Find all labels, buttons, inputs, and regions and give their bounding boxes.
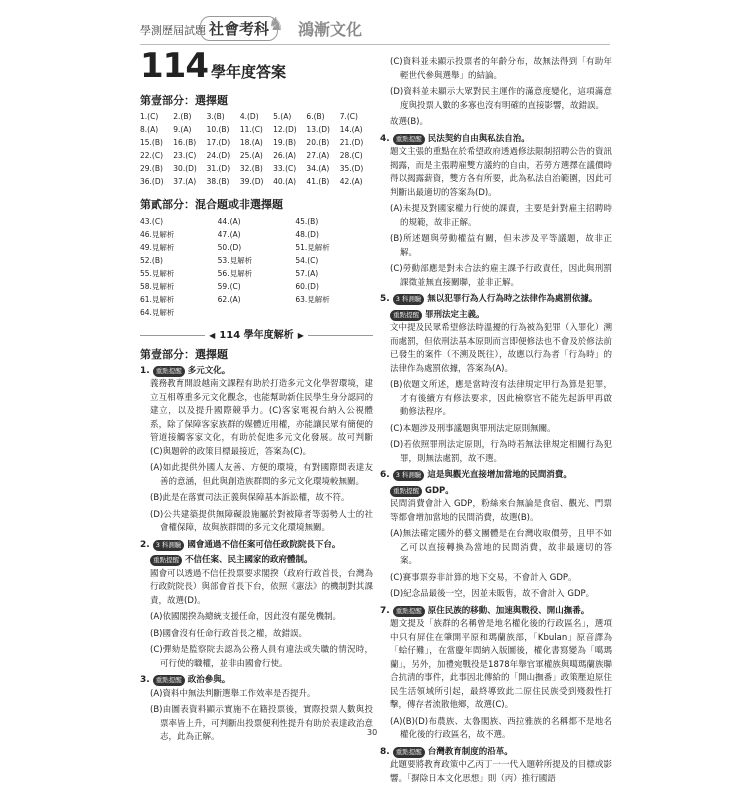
- answer-item: 12.(D): [273, 125, 297, 134]
- answer-item: 46.見解析: [140, 229, 175, 239]
- analysis-banner: [140, 329, 373, 343]
- option-explanation: (A)資料中無法判斷選舉工作效率是否提升。: [150, 688, 316, 699]
- answer-item: 10.(B): [206, 125, 230, 134]
- answer-item: 11.(C): [239, 125, 263, 134]
- answer-item: 22.(C): [140, 151, 164, 160]
- triangle-left-icon: ◀: [209, 330, 216, 340]
- question-head: [380, 469, 612, 483]
- right-column: [380, 56, 612, 789]
- tag-badge: 3 科測驗: [153, 540, 185, 551]
- answer-item: 26.(A): [273, 151, 297, 160]
- tag-text: 原住民族的移動、加速與戰役、開山撫番。: [427, 605, 590, 616]
- answer-item: 62.(A): [217, 294, 241, 304]
- question-number: 3.: [140, 675, 150, 685]
- question-head: [380, 133, 612, 147]
- answer-item: 17.(D): [206, 138, 231, 147]
- question-number: 6.: [380, 470, 390, 480]
- option-explanation: (D)資料並未顯示大眾對民主運作的滿意度變化，這項滿意度與投票人數的多寡也沒有明確的直接影響，故錯誤。: [390, 87, 612, 111]
- option-explanation: (B)此是在落實司法正義與保障基本訴訟權，故不符。: [150, 493, 350, 503]
- header-divider: [140, 44, 610, 45]
- tag-text: 台灣教育制度的沿革。: [427, 746, 513, 757]
- answer-item: 64.見解析: [140, 307, 175, 317]
- answer-item: 31.(D): [206, 164, 231, 173]
- tag-badge: 重點提醒: [153, 366, 185, 377]
- explanation-text: 故選(B)。: [390, 117, 428, 127]
- answer-item: 33.(C): [273, 164, 297, 173]
- question-head: [380, 746, 612, 760]
- question-number: 5.: [380, 294, 390, 304]
- answer-item: 3.(B): [206, 112, 225, 121]
- answer-item: 30.(D): [173, 164, 197, 173]
- option-explanation: (D)公共建築提供無障礙設施屬於對被障者等弱勢人士的社會權保障，故與族群間的多元文化環境無關。: [150, 509, 373, 533]
- answer-item: 43.(C): [140, 216, 164, 226]
- option-explanation: (C)勞動部應是對未合法約雇主課予行政責任，因此與刑罰課徵並無直接關聯，並非正解。: [390, 264, 612, 288]
- question-head: [140, 554, 373, 568]
- question-number: 2.: [140, 539, 150, 550]
- answer-item: 1.(C): [140, 112, 159, 121]
- section-1b-title: 第壹部分：選擇題: [140, 348, 228, 361]
- answer-item: 5.(A): [273, 112, 292, 121]
- answer-item: 9.(A): [173, 125, 192, 134]
- answer-item: 47.(A): [217, 229, 241, 239]
- answer-item: 4.(D): [239, 112, 259, 121]
- tag-badge: 3 科測驗: [393, 294, 425, 305]
- answer-item: 41.(B): [306, 177, 330, 186]
- option-explanation: (C)賽事票券非計算的地下交易，不會計入 GDP。: [390, 572, 577, 583]
- question-number: 7.: [380, 605, 390, 616]
- answer-item: 63.見解析: [295, 294, 330, 304]
- tag-text: 不信任案、民主國家的政府體制。: [185, 555, 313, 565]
- answer-item: 58.見解析: [140, 281, 175, 291]
- answer-item: 51.見解析: [295, 242, 330, 252]
- brand-name: 鴻漸文化: [298, 20, 363, 39]
- option-explanation: (C)本題涉及刑事議題與罪刑法定原則無關。: [390, 423, 556, 434]
- answer-item: 19.(B): [273, 138, 297, 147]
- tag-text: 罪刑法定主義。: [425, 309, 485, 320]
- explanation-text: 文中提及民眾希望修法時溫擾的行為被為犯罪（入罪化）溯而處罰，但依刑法基本原則而言即便修法也不會及於修法前已發生的案件（不溯及既往），故應以行為者「行為時」的法律作為處罰依據，答案為(A)。: [390, 323, 612, 374]
- page-number: 30: [367, 728, 378, 737]
- answer-item: 13.(D): [306, 125, 330, 134]
- question-head: [380, 293, 612, 307]
- answer-item: 24.(D): [206, 151, 231, 160]
- answer-item: 29.(B): [140, 164, 163, 173]
- answer-item: 8.(A): [140, 125, 159, 134]
- question-head: [140, 539, 373, 553]
- explanation-text: 義務教育開設越南文課程有助於打造多元文化學習環境，建立互相尊重多元文化觀念，也能幫助新住民學生身分認同的建立，以及提升國際競爭力。(C)客家電視台納入公視體系，除了保障客家族群的媒體近用權，亦能讓民眾有簡便的管道接觸客家文化，有助於促進多元文化發展。故可判斷(C)與題幹的政策目標最接近，答案為(C)。: [150, 379, 373, 457]
- option-explanation: (A)如此提供外國人友善、方便的環境，有對國際間表達友善的意涵，但此與創造族群間的多元文化環境較無關。: [150, 463, 373, 487]
- tag-text: 政治參與。: [187, 675, 231, 685]
- answer-item: 25.(A): [239, 151, 263, 160]
- answer-item: 15.(B): [140, 138, 163, 147]
- brand-logo-icon: ♞: [268, 14, 285, 35]
- tag-badge: 重點提醒: [390, 486, 422, 497]
- tag-text: 這是與觀光直接增加當地的民間消費。: [427, 470, 572, 480]
- explanation-text: 題文提及「族群的名稱曾是地名權化後的行政區名」，選項中只有屏住在肇開平原和瑪蘭族部，「Kbulan」原音譯為「蛤仔難」，在當慶年間納入版圖後，權化書寫變為「噶瑪蘭」，另外，加禮宛戰役是1878年舉官軍權族與噶瑪蘭族聯合抗清的事件，此事因北傳給的「開山撫番」政策壓迫原住民生活領域所引起，最終導致此二原住民族受到殘殺性打擊，傳存者流散他鄉，故選(C)。: [390, 619, 612, 710]
- tag-badge: 重點提醒: [153, 675, 185, 686]
- section-2-title: 第貳部分：混合題或非選擇題: [140, 198, 283, 211]
- question-number: 8.: [380, 746, 390, 757]
- answer-item: 55.見解析: [140, 268, 175, 278]
- answer-item: 36.(D): [140, 177, 164, 186]
- tag-text: GDP。: [425, 485, 454, 496]
- option-explanation: (C)彈劾是監察院去認為公務人員有違法或失職的情況時，可行使的職權，並非由國會行使。: [150, 645, 373, 669]
- answer-item: 27.(A): [306, 151, 330, 160]
- tag-badge: 重點提醒: [390, 310, 422, 321]
- tag-text: 國會通過不信任案可信任政院院長下台。: [187, 539, 341, 550]
- page-header: [0, 0, 750, 50]
- option-explanation: (C)資料並未顯示投票者的年齡分布，故無法得到「有助年輕世代參與選舉」的結論。: [390, 57, 612, 81]
- tag-badge: 重點提醒: [393, 606, 425, 617]
- answer-item: 42.(A): [339, 177, 363, 186]
- option-explanation: (B)由圖表資料顯示實施不在籍投票後，實際投票人數與投票率皆上升，可判斷出投票便利性提升有助於表達政治意志，此為正解。: [150, 705, 373, 742]
- question-head: [380, 485, 612, 499]
- page-title: [140, 46, 373, 86]
- banner-line-right: [308, 335, 373, 336]
- answer-item: 7.(C): [339, 112, 358, 121]
- option-explanation: (B)國會沒有任命行政首長之權，故錯誤。: [150, 628, 307, 639]
- explanation-text: 題文主張的重點在於希望政府透過修法限制招聘公告的資訊揭露，而是主張聘雇雙方議約的自由，若勞方選擇在議價時得以揭露薪資，雙方各有所要，此為私法自治範圍，因此可判斷出最適切的答案為(D)。: [390, 147, 612, 198]
- answer-item: 48.(D): [295, 229, 319, 239]
- answer-item: 40.(A): [273, 177, 297, 186]
- question-number: 4.: [380, 133, 390, 144]
- banner-text: 114 學年度解析: [219, 329, 294, 341]
- question-head: [380, 309, 612, 323]
- answer-item: 6.(B): [306, 112, 325, 121]
- answer-grid-part1: [140, 110, 373, 188]
- answer-item: 2.(B): [173, 112, 192, 121]
- answer-item: 60.(D): [295, 281, 319, 291]
- question-head: [140, 365, 373, 379]
- answer-item: 20.(B): [306, 138, 330, 147]
- answer-item: 56.見解析: [217, 268, 253, 278]
- answer-item: 21.(D): [339, 138, 364, 147]
- series-title: 學測歷屆試題: [140, 24, 206, 37]
- option-explanation: (B)依題文所述，應是當時沒有法律規定甲行為算是犯罪，才有後續方有修法要求，因此檢察官不能先起訴甲再啟動修法程序。: [390, 380, 612, 417]
- answer-item: 34.(A): [306, 164, 330, 173]
- tag-badge: 重點提醒: [393, 747, 425, 758]
- option-explanation: (A)依國閣揆為總統支援任命，因此沒有罷免機制。: [150, 612, 341, 622]
- explanation-text: 民間消費會計入 GDP，粉絲來台無論是食宿、觀光、門票等都會增加當地的民間消費，故選(B)。: [390, 499, 612, 523]
- left-column: [140, 46, 373, 748]
- answer-item: 32.(B): [239, 164, 263, 173]
- answer-item: 49.見解析: [140, 242, 175, 252]
- answer-item: 39.(D): [239, 177, 264, 186]
- answer-item: 37.(A): [173, 177, 197, 186]
- section-1-title: 第壹部分：選擇題: [140, 93, 228, 107]
- tag-text: 多元文化。: [187, 365, 231, 376]
- explanation-text: 國會可以透過不信任投票要求閣揆（政府行政首長，台灣為行政院院長）與部會首長下台，依照《憲法》的機制對其課責，故選(D)。: [150, 568, 373, 606]
- tag-text: 民法契約自由與私法自治。: [427, 133, 530, 144]
- answer-item: 59.(C): [217, 281, 241, 291]
- question-head: [140, 674, 373, 688]
- answer-item: 14.(A): [339, 125, 363, 134]
- answer-item: 50.(D): [217, 242, 242, 252]
- answer-item: 18.(A): [239, 138, 263, 147]
- tag-badge: 3 科測驗: [393, 470, 425, 481]
- tag-badge: 重點提醒: [150, 555, 182, 566]
- title-text: 學年度答案: [210, 63, 286, 81]
- answer-item: 44.(A): [217, 216, 241, 226]
- explanation-text: 此題要將教育政策中乙丙丁一一代入題幹所提及的目標或影響。「摒除日本文化思想」則（丙）推行國語: [390, 760, 612, 784]
- answer-item: 38.(B): [206, 177, 230, 186]
- triangle-right-icon: ▶: [297, 330, 304, 340]
- answer-item: 28.(C): [339, 151, 363, 160]
- option-explanation: (D)紀念品最後一空，因並未販售，故不會計入 GDP。: [390, 589, 595, 599]
- option-explanation: (A)無法確定國外的藝文團體是在台灣收取價勞，且甲不如乙可以直接轉換為當地的民間消費，故非最適切的答案。: [390, 529, 612, 566]
- option-explanation: (B)所述題與勞動權益有關，但未涉及平等議題，故非正解。: [390, 234, 612, 258]
- tag-text: 無以犯罪行為人行為時之法律作為處罰依據。: [427, 294, 598, 304]
- answer-item: 52.(B): [140, 255, 163, 265]
- answer-item: 45.(B): [295, 216, 319, 226]
- answer-item: 61.見解析: [140, 294, 175, 304]
- option-explanation: (D)若依照罪刑法定原則，行為時若無法律規定相關行為犯罪，則無法處罰，故不選。: [390, 440, 612, 464]
- question-head: [380, 605, 612, 619]
- answer-item: 23.(C): [173, 151, 197, 160]
- tag-badge: 重點提醒: [393, 134, 425, 145]
- subject-badge: 社會考科: [200, 16, 278, 41]
- question-number: 1.: [140, 365, 150, 376]
- answer-item: 35.(D): [339, 164, 364, 173]
- option-explanation: (A)(B)(D)布農族、太魯閣族、西拉雅族的名稱都不是地名權化後的行政區名，故不選。: [390, 716, 612, 740]
- left-explanations: [140, 365, 373, 745]
- banner-line-left: [140, 335, 205, 336]
- answer-item: 54.(C): [295, 255, 319, 265]
- answer-item: 57.(A): [295, 268, 319, 278]
- option-explanation: (A)未提及對國家權力行使的課責，主要是針對雇主招聘時的規範，故非正解。: [390, 204, 612, 228]
- right-explanations: [380, 56, 612, 786]
- answer-item: 16.(B): [173, 138, 197, 147]
- title-year: 114: [140, 46, 208, 86]
- answer-grid-part2: [140, 215, 373, 319]
- answer-item: 53.見解析: [217, 255, 253, 265]
